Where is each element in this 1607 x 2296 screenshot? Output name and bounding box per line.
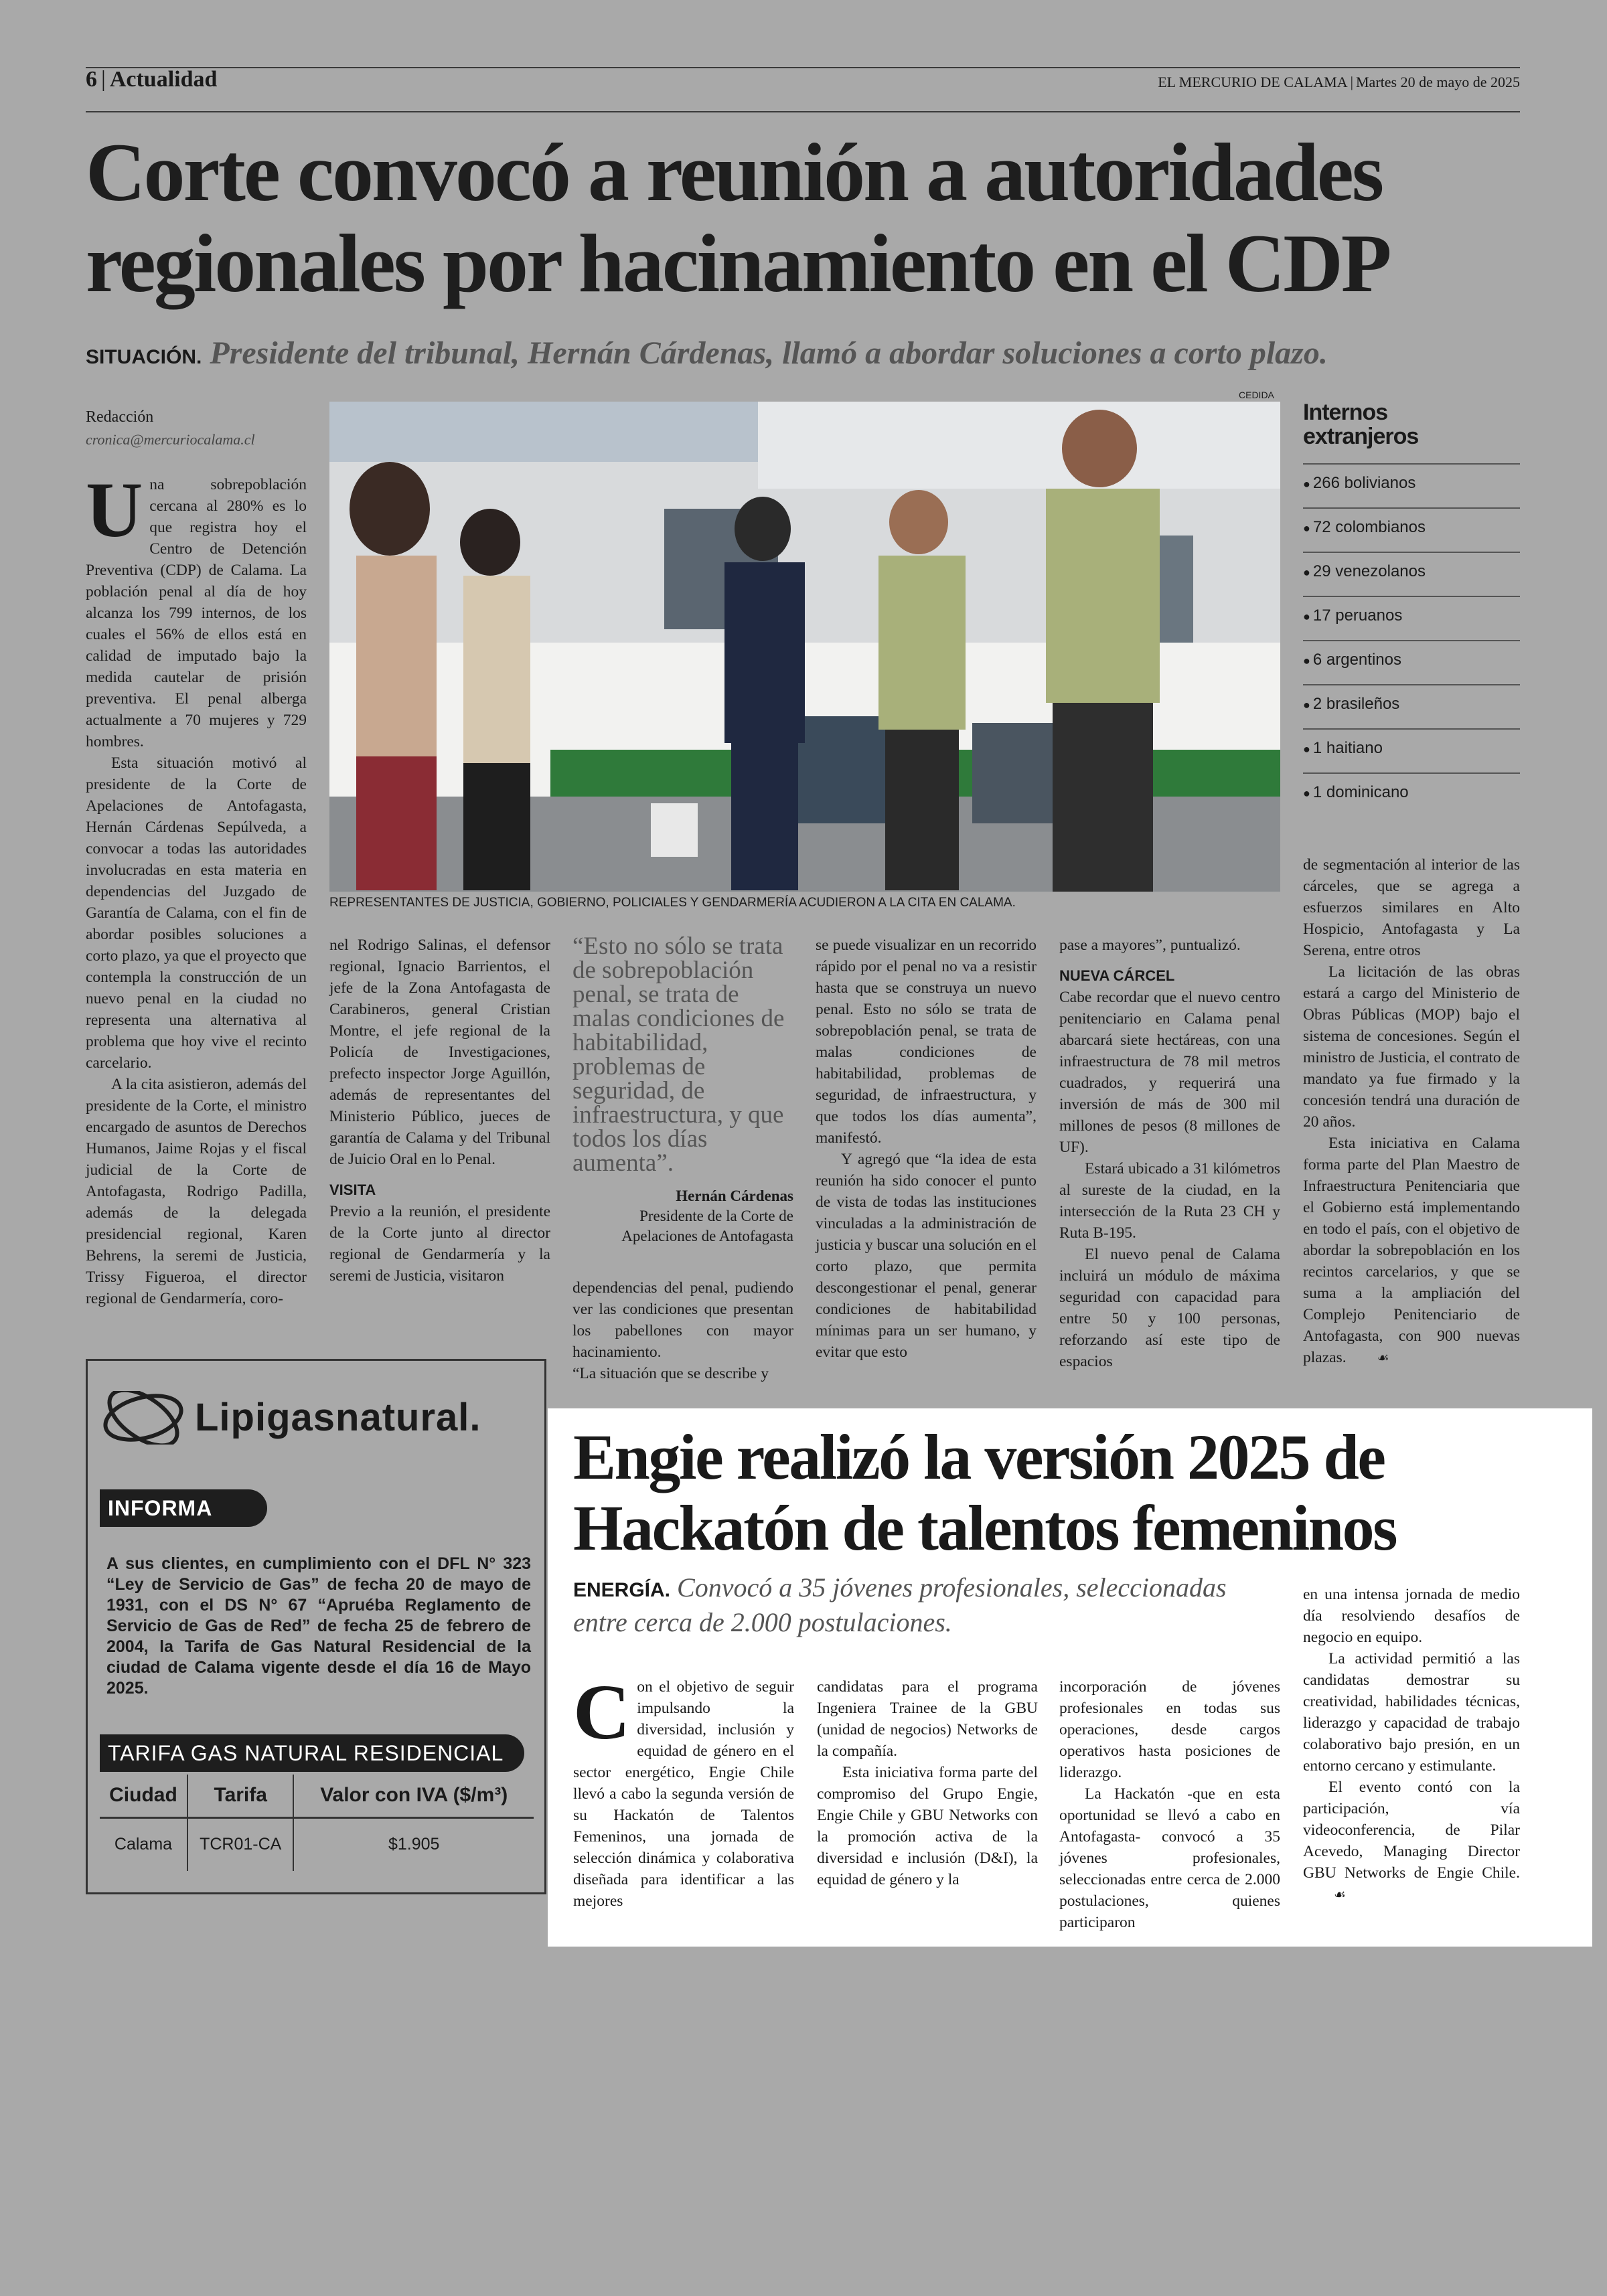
article-headline: Engie realizó la versión 2025 de Hackatón de talentos femeninos — [573, 1421, 1396, 1564]
kicker-label: ENERGÍA. — [573, 1579, 671, 1601]
lipigas-logo-icon — [100, 1391, 187, 1445]
article-paragraph: nel Rodrigo Salinas, el defensor regional, Ignacio Barrientos, el jefe de la Zona Antofagasta de Carabineros, general Cristian Montre, el jefe regional de la Policía de Investigaciones, prefecto inspector Jorge Aguillón, además de representantes del Ministerio Público, jueces de garantía de Calama y del Tribunal de Juicio Oral en lo Penal. — [329, 936, 550, 1168]
article-paragraph: El evento contó con la participación, vía videoconferencia, de Pilar Acevedo, Managing Director GBU Networks de Engie Chile.☙ — [1303, 1777, 1520, 1906]
article-column-6 — [1303, 854, 1520, 1369]
sidebar-item: ● 1 haitiano — [1303, 728, 1520, 772]
article-kicker — [573, 1572, 1263, 1639]
kicker-deck: Convocó a 35 jóvenes profesionales, seleccionadas entre cerca de 2.000 postulaciones. — [573, 1572, 1227, 1637]
ad-notice-text: A sus clientes, en cumplimiento con el DFL N° 323 “Ley de Servicio de Gas” de fecha 20 de mayo de 1931, con el DS N° 67 “Apruéba Reglamento de Servicio de Gas de Red” de fecha 25 de febrero de 2004, la Tarifa de Gas Natural Residencial de la ciudad de Calama vigente desde el día 16 de Mayo 2025. — [106, 1554, 531, 1698]
article-paragraph: Esta situación motivó al presidente de la Corte de Apelaciones de Antofagasta, Hernán Cárdenas Sepúlveda, a convocar a todas las autoridades involucradas en esta materia en dependencias del Juzgado de Garantía de Calama, con el fin de abordar posibles soluciones a corto plazo, ya que el proyecto que contempla la construcción de un nuevo penal en la ciudad no representa una alternativa al problema que hoy vive el recinto carcelario. — [86, 754, 307, 1072]
table-header-cell: Ciudad — [100, 1775, 187, 1817]
kicker-deck: Presidente del tribunal, Hernán Cárdenas, llamó a abordar soluciones a corto plazo. — [210, 335, 1328, 371]
article-column-4 — [816, 934, 1037, 1363]
article-paragraph: de segmentación al interior de las cárceles, que se agrega a esfuerzos similares en Alto Hospicio, Antofagasta y La Serena, entre otros — [1303, 856, 1520, 959]
sidebar-item: ● 1 dominicano — [1303, 772, 1520, 817]
article-paragraph: Con el objetivo de seguir impulsando la diversidad, inclusión y equidad de género en el sector energético, Engie Chile llevó a cabo la segunda versión de su Hackatón de Talentos Femeninos, una jornada de selección dinámica y colaborativa diseñada para identificar a las mejores — [573, 1668, 794, 1910]
article-paragraph: candidatas para el programa Ingeniera Trainee de la GBU (unidad de negocios) Networks de la compañía. — [817, 1678, 1038, 1760]
sidebar-title: Internos extranjeros — [1303, 400, 1419, 449]
article-paragraph: Una sobrepoblación cercana al 280% es lo que registra hoy el Centro de Detención Preventiva (CDP) de Calama. La población penal al día de hoy alcanza los 799 internos, de los cuales el 56% de ellos está en calidad de imputado bajo la medida cautelar de prisión preventiva. El penal alberga actualmente a 70 mujeres y 729 hombres. — [86, 466, 307, 750]
article-paragraph: en una intensa jornada de medio día resolviendo desafíos de negocio en equipo. — [1303, 1586, 1520, 1646]
publication-name: EL MERCURIO DE CALAMA — [1158, 74, 1348, 90]
informa-banner: INFORMA — [100, 1489, 267, 1527]
article-paragraph: Esta iniciativa forma parte del compromiso del Grupo Engie, Engie Chile y GBU Networks con la promoción activa de la diversidad e inclusión (D&I), la equidad de género y la — [817, 1764, 1038, 1888]
tariff-table — [100, 1775, 534, 1871]
sidebar-item: ● 29 venezolanos — [1303, 552, 1520, 596]
article-paragraph: se puede visualizar en un recorrido rápido por el penal no va a resistir hasta que se construya un nuevo penal. Esto no sólo se trata de sobrepoblación penal, se trata de malas condiciones de habitabilidad, problemas de seguridad, de infraestructura, y que todos los días aumenta”, manifestó. — [816, 936, 1037, 1147]
table-header-cell: Valor con IVA ($/m³) — [293, 1775, 534, 1817]
article-column-2 — [817, 1676, 1038, 1890]
article-column-5 — [1059, 934, 1280, 1372]
article-paragraph: La licitación de las obras estará a cargo del Ministerio de Obras Públicas (MOP) bajo el sistema de concesiones. Según el ministro de Justicia, el contrato de mandato ya fue firmado y la concesión tendrá una duración de 20 años. — [1303, 963, 1520, 1131]
brand-name: Lipigasnatural. — [195, 1396, 481, 1439]
publication-info: EL MERCURIO DE CALAMA | Martes 20 de mayo de 2025 — [1158, 74, 1520, 90]
kicker-label: SITUACIÓN. — [86, 346, 202, 368]
page-section-label: 6 | Actualidad — [86, 67, 218, 92]
article-paragraph: El nuevo penal de Calama incluirá un módulo de máxima seguridad con capacidad para entre 50 y 100 personas, reforzando así este tipo de espacios — [1059, 1246, 1280, 1370]
article-column-2 — [329, 934, 550, 1287]
article-column-3 — [572, 1277, 793, 1384]
end-mark-icon: ☙ — [1377, 1351, 1389, 1366]
article-paragraph: Estará ubicado a 31 kilómetros al sureste de la ciudad, en la intersección de la Ruta 23 CH y Ruta B-195. — [1059, 1160, 1280, 1242]
sidebar-list — [1303, 463, 1520, 817]
section-subhead: VISITA — [329, 1181, 376, 1198]
article-photo — [329, 402, 1280, 892]
sidebar-item: ● 17 peruanos — [1303, 596, 1520, 640]
article-paragraph: dependencias del penal, pudiendo ver las condiciones que presentan los pabellones con mayor hacinamiento. — [572, 1279, 793, 1361]
byline-author: Redacción — [86, 408, 154, 426]
article-column-3 — [1059, 1676, 1280, 1933]
drop-cap: C — [573, 1668, 631, 1756]
drop-cap: U — [86, 466, 143, 554]
section-subhead: NUEVA CÁRCEL — [1059, 967, 1175, 984]
page-number: 6 — [86, 67, 97, 92]
top-rule — [86, 67, 1520, 68]
article-kicker — [86, 333, 1328, 378]
photo-credit: CEDIDA — [1239, 390, 1274, 400]
sidebar-item: ● 266 bolivianos — [1303, 463, 1520, 507]
end-mark-icon: ☙ — [1334, 1888, 1346, 1902]
article-paragraph: Y agregó que “la idea de esta reunión ha sido conocer el punto de vista de todas las instituciones vinculadas a la administración de justicia y buscar una solución en el corto plazo, que permita descongestionar el penal, generar condiciones de habitabilidad mínimas para un ser humano, y evitar que esto — [816, 1151, 1037, 1361]
publication-date: Martes 20 de mayo de 2025 — [1356, 74, 1520, 90]
article-column-4 — [1303, 1584, 1520, 1906]
meeting-photo-illustration — [329, 402, 1280, 892]
table-cell: Calama — [114, 1835, 173, 1854]
section-name: Actualidad — [109, 67, 218, 92]
article-paragraph: La Hackatón -que en esta oportunidad se llevó a cabo en Antofagasta- convocó a 35 jóvenes profesionales, seleccionadas entre cerca de 2.000 postulaciones, quienes participaron — [1059, 1785, 1280, 1931]
article-paragraph: incorporación de jóvenes profesionales en todas sus operaciones, desde cargos operativos hasta posiciones de liderazgo. — [1059, 1678, 1280, 1781]
brand-logo — [100, 1391, 535, 1445]
article-paragraph: La actividad permitió a las candidatas demostrar su creatividad, habilidades técnicas, liderazgo y capacidad de trabajo colaborativo bajo presión, en un entorno cercano y estimulante. — [1303, 1650, 1520, 1775]
article-paragraph: “La situación que se describe y — [572, 1365, 769, 1382]
quote-attribution — [572, 1186, 793, 1246]
engie-article — [548, 1408, 1592, 1947]
sidebar-item: ● 6 argentinos — [1303, 640, 1520, 684]
sidebar-item: ● 72 colombianos — [1303, 507, 1520, 552]
quote-author-role: Presidente de la Corte de Apelaciones de Antofagasta — [621, 1208, 793, 1244]
table-cell: TCR01-CA — [187, 1817, 293, 1871]
article-paragraph: A la cita asistieron, además del presidente de la Corte, el ministro encargado de asuntos de Derechos Humanos, Jaime Rojas y el fiscal judicial de la Corte de Antofagasta, Rodrigo Padilla, además de la delegada presidencial regional, Karen Behrens, la seremi de Justicia, Trissy Figueroa, el director regional de Gendarmería, coro- — [86, 1076, 307, 1307]
article-column-1 — [86, 466, 307, 1309]
table-row — [100, 1817, 534, 1871]
lipigas-advertisement — [86, 1359, 546, 1894]
article-headline: Corte convocó a reunión a autoridades regionales por hacinamiento en el CDP — [86, 127, 1390, 309]
table-cell: $1.905 — [293, 1817, 534, 1871]
article-paragraph: Previo a la reunión, el presidente de la Corte junto al director regional de Gendarmería y la seremi de Justicia, visitaron — [329, 1203, 550, 1285]
byline-email[interactable]: cronica@mercuriocalama.cl — [86, 431, 255, 448]
article-paragraph: Esta iniciativa en Calama forma parte del Plan Maestro de Infraestructura Penitenciaria que el Gobierno está implementando en todo el país, con el objetivo de abordar la sobrepoblación en los recintos carcelarios, y que se suma a la ampliación del Complejo Penitenciario de Antofagasta, con 900 nuevas plazas. ☙ — [1303, 1133, 1520, 1369]
article-paragraph: pase a mayores”, puntualizó. — [1059, 936, 1241, 954]
table-header-cell: Tarifa — [187, 1775, 293, 1817]
header-rule — [86, 111, 1520, 112]
photo-caption: REPRESENTANTES DE JUSTICIA, GOBIERNO, POLICIALES Y GENDARMERÍA ACUDIERON A LA CITA EN CALAMA. — [329, 896, 1016, 910]
article-paragraph: Cabe recordar que el nuevo centro penitenciario en Calama penal abarcará siete hectáreas, con una infraestructura de 78 mil metros cuadrados, y requerirá una inversión de más de 300 mil millones de pesos (8 millones de UF). — [1059, 989, 1280, 1156]
quote-author-name: Hernán Cárdenas — [676, 1187, 793, 1204]
sidebar-item: ● 2 brasileños — [1303, 684, 1520, 728]
byline — [86, 406, 255, 451]
article-column-1 — [573, 1668, 794, 1912]
pull-quote: “Esto no sólo se trata de sobrepoblación penal, se trata de malas condiciones de habitabilidad, problemas de seguridad, de infraestructura, y que todos los días aumenta”. — [572, 932, 785, 1177]
tariff-banner: TARIFA GAS NATURAL RESIDENCIAL — [100, 1734, 524, 1772]
